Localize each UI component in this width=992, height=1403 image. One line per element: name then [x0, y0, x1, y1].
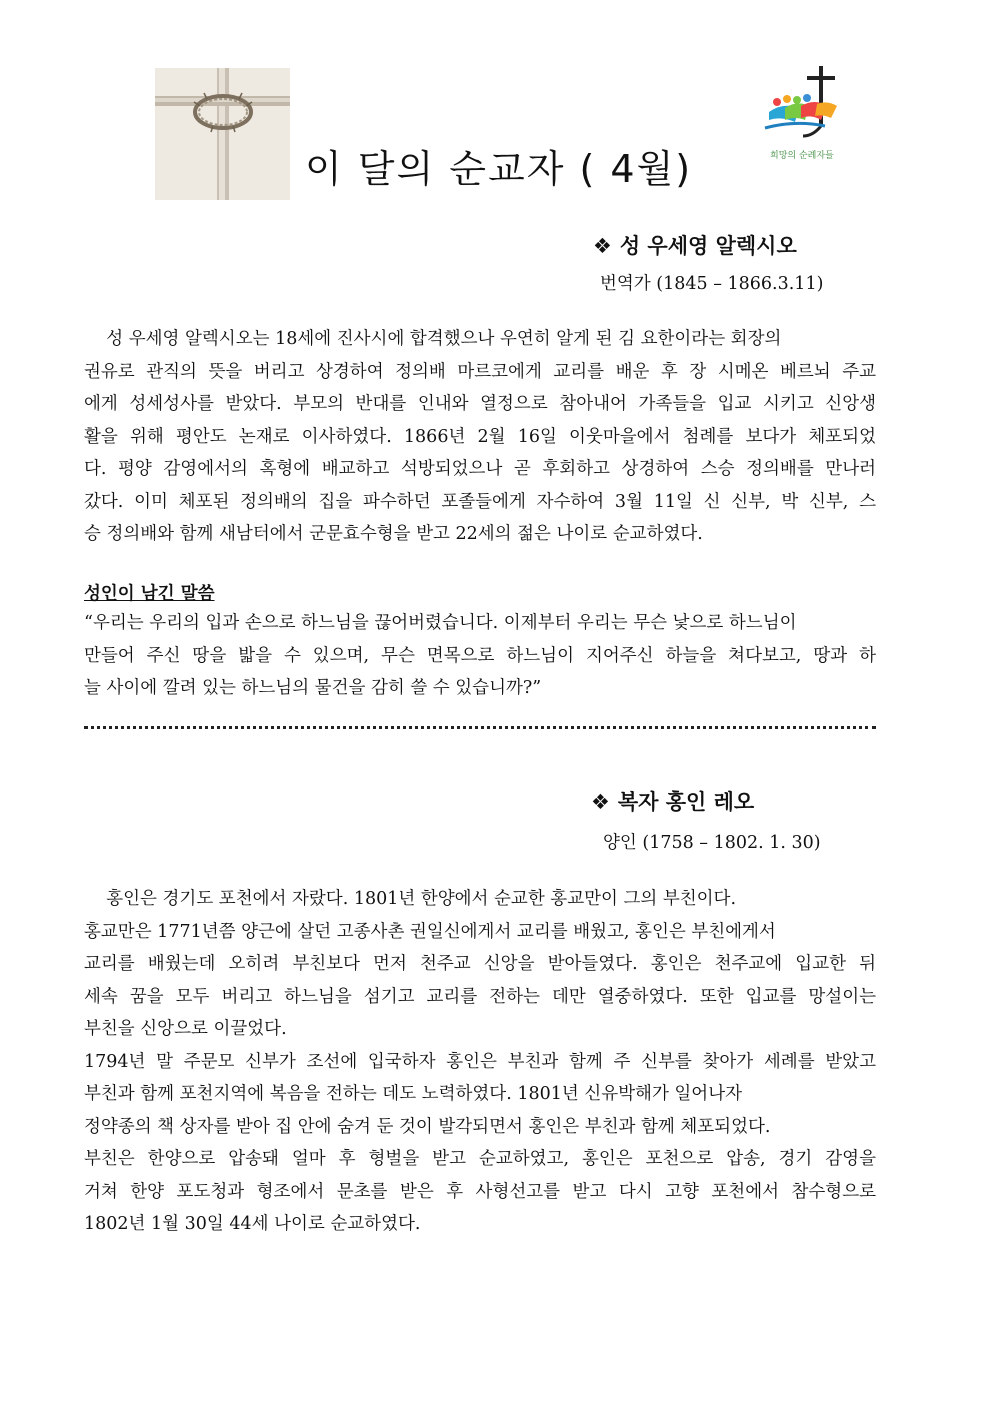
body-line: 다. 평양 감영에서의 혹형에 배교하고 석방되었으나 곧 후회하고 상경하여 스승 정의배를 만나러 [84, 459, 876, 479]
body-line: 권유로 관직의 뜻을 버리고 상경하여 정의배 마르코에게 교리를 배운 후 장 시메온 베르뇌 주교 [84, 361, 876, 382]
body-line: 갔다. 이미 체포된 정의배의 집을 파수하던 포졸들에게 자수하여 3월 11일 신 신부, 박 신부, 스 [84, 491, 876, 512]
diamond-bullet-icon: ❖ [591, 790, 610, 814]
body-line: 교리를 배웠는데 오히려 부친보다 먼저 천주교 신앙을 받아들였다. 홍인은 천주교에 입교한 뒤 [84, 954, 876, 974]
section2-heading-text: 복자 홍인 레오 [617, 790, 755, 814]
body-line: 에게 성세성사를 받았다. 부모의 반대를 인내와 열정으로 참아내어 가족들을 입교 시키고 신앙생 [84, 394, 876, 414]
body-line: 성 우세영 알렉시오는 18세에 진사시에 합격했으나 우연히 알게 된 김 요한이라는 회장의 [84, 329, 782, 349]
body-line: 거쳐 한양 포도청과 형조에서 문초를 받은 후 사형선고를 받고 다시 고향 포천에서 참수형으로 [84, 1181, 876, 1202]
quote-body [84, 607, 876, 705]
page-title: 이 달의 순교자 ( 4월) [305, 147, 693, 191]
section1-body [84, 323, 876, 551]
section2-body [84, 883, 876, 1241]
diamond-bullet-icon: ❖ [593, 234, 612, 258]
body-line: 세속 꿈을 모두 버리고 하느님을 섬기고 교리를 전하는 데만 열중하였다. 또한 입교를 망설이는 [84, 986, 876, 1007]
logo-caption: 희망의 순례자들 [770, 151, 834, 161]
body-line: 1794년 말 주문모 신부가 조선에 입국하자 홍인은 부친과 함께 주 신부를 찾아가 세례를 받았고 [84, 1051, 876, 1072]
section1-heading-text: 성 우세영 알렉시오 [619, 234, 797, 258]
quote-line: 늘 사이에 깔려 있는 하느님의 물건을 감히 쓸 수 있습니까?” [84, 678, 542, 698]
body-line: 승 정의배와 함께 새남터에서 군문효수형을 받고 22세의 젊은 나이로 순교하였다. [84, 524, 703, 544]
sayings-heading: 성인이 남긴 말씀 [84, 584, 215, 604]
body-line: 부친과 함께 포천지역에 복음을 전하는 데도 노력하였다. 1801년 신유박해가 일어나자 [84, 1084, 743, 1104]
cross-crown-of-thorns-image [155, 68, 290, 200]
body-line: 홍인은 경기도 포천에서 자랐다. 1801년 한양에서 순교한 홍교만이 그의 부친이다. [84, 889, 737, 909]
section2-heading [591, 786, 754, 816]
body-line: 정약종의 책 상자를 받아 집 안에 숨겨 둔 것이 발각되면서 홍인은 부친과 함께 체포되었다. [84, 1116, 771, 1137]
dotted-divider [84, 726, 876, 729]
section1-heading [593, 230, 797, 260]
body-line: 부친을 신앙으로 이끌었다. [84, 1019, 287, 1039]
section2-subtitle: 양인 (1758 – 1802. 1. 30) [603, 833, 821, 853]
body-line: 활을 위해 평안도 논재로 이사하였다. 1866년 2월 16일 이웃마을에서 첨례를 보다가 체포되었 [84, 426, 876, 447]
section1-subtitle: 번역가 (1845 – 1866.3.11) [600, 274, 824, 294]
quote-line: 만들어 주신 땅을 밟을 수 있으며, 무슨 면목으로 하느님이 지어주신 하늘을 쳐다보고, 땅과 하 [84, 645, 876, 666]
body-line: 홍교만은 1771년쯤 양근에 살던 고종사촌 권일신에게서 교리를 배웠고, 홍인은 부친에게서 [84, 921, 776, 942]
body-line: 부친은 한양으로 압송돼 얼마 후 형벌을 받고 순교하였고, 홍인은 포천으로 압송, 경기 감영을 [84, 1149, 876, 1169]
body-line: 1802년 1월 30일 44세 나이로 순교하였다. [84, 1214, 421, 1234]
quote-line: “우리는 우리의 입과 손으로 하느님을 끊어버렸습니다. 이제부터 우리는 무슨 낯으로 하느님이 [84, 613, 797, 633]
